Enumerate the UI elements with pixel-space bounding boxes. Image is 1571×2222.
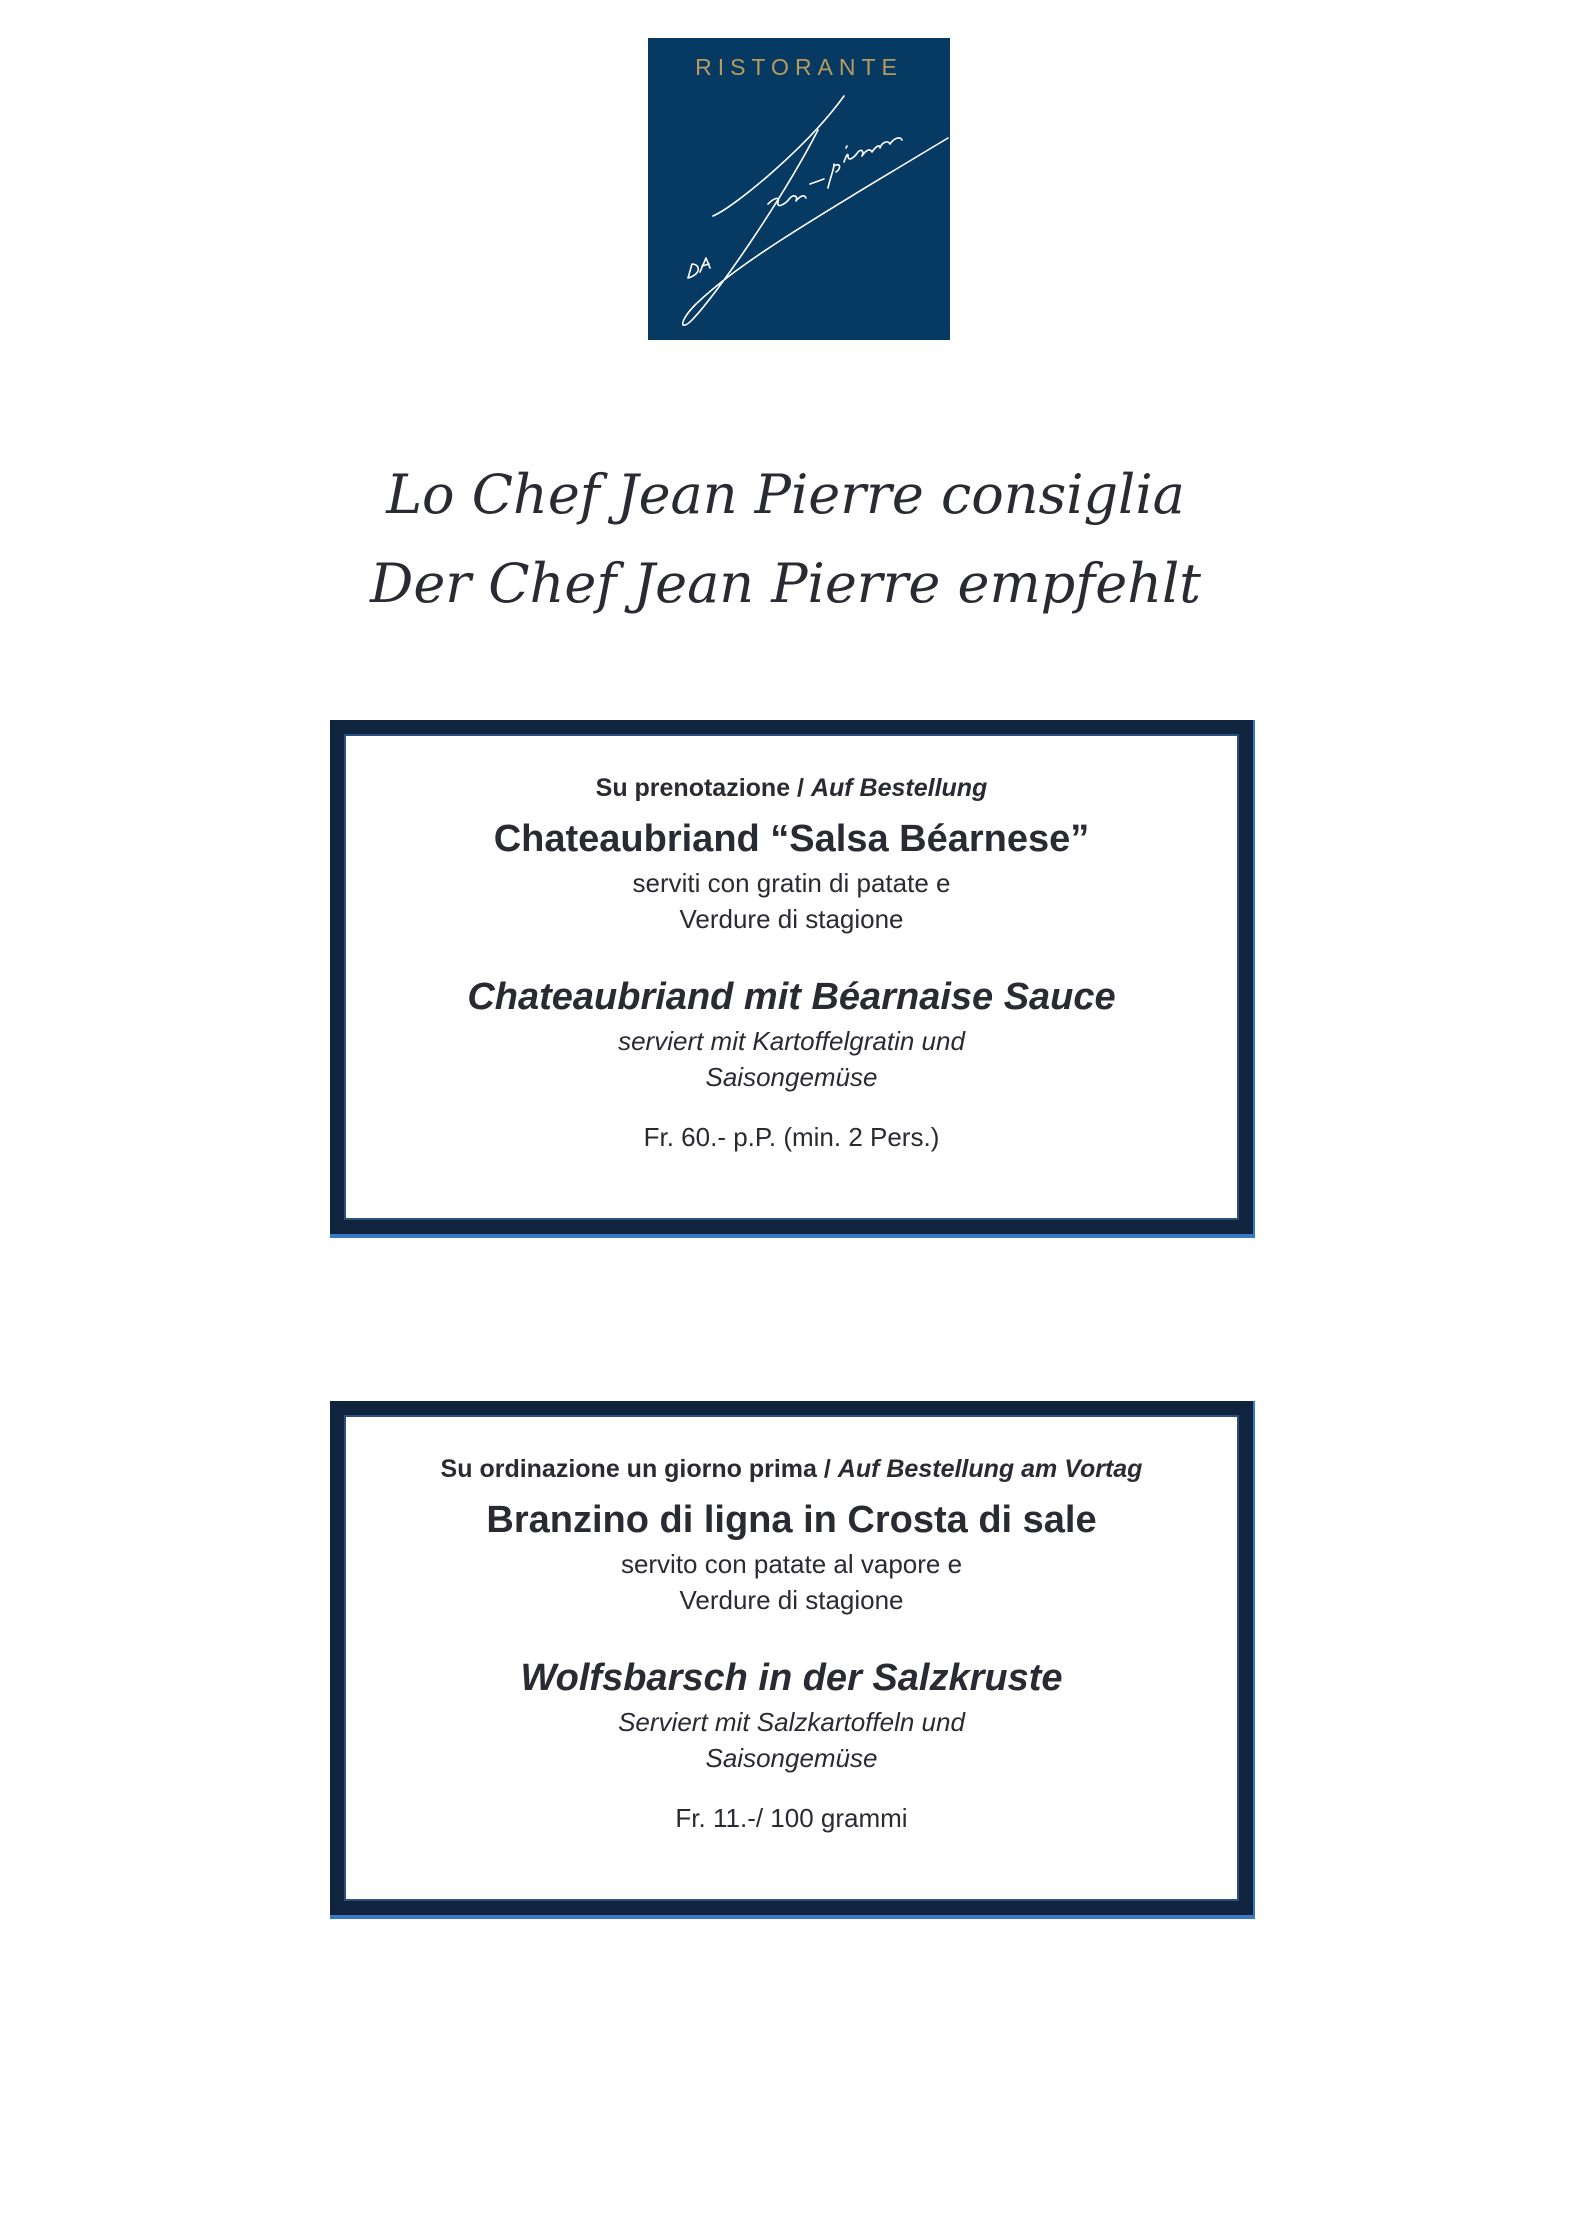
dish-title-it: Chateaubriand “Salsa Béarnese” (493, 818, 1090, 860)
offer-header (346, 774, 1237, 803)
dish-title-de: Chateaubriand mit Béarnaise Sauce (467, 976, 1116, 1018)
offer-header-de: Auf Bestellung am Vortag (837, 1455, 1143, 1483)
headline-italian: Lo Chef Jean Pierre consiglia (386, 463, 1185, 526)
dish-desc-it-line1: serviti con gratin di patate e (632, 868, 951, 898)
dish-desc-de-line2: Saisongemüse (705, 1743, 878, 1773)
dish-desc-it-line2: Verdure di stagione (679, 1585, 904, 1615)
logo-brand-text: RISTORANTE (695, 54, 903, 80)
offer-header-it: Su prenotazione / (595, 774, 811, 802)
dish-price: Fr. 60.- p.P. (min. 2 Pers.) (643, 1122, 940, 1152)
offer-box-branzino (330, 1401, 1255, 1919)
offer-box-inner (344, 1415, 1239, 1901)
dish-title-de: Wolfsbarsch in der Salzkruste (520, 1657, 1063, 1699)
offer-header (346, 1455, 1237, 1484)
offer-header-de: Auf Bestellung (810, 774, 988, 802)
dish-desc-de-line1: Serviert mit Salzkartoffeln und (618, 1707, 965, 1737)
offer-box-inner (344, 734, 1239, 1220)
dish-price: Fr. 11.-/ 100 grammi (675, 1803, 908, 1833)
offer-header-it: Su ordinazione un giorno prima / (440, 1455, 838, 1483)
signature-logo-graphic (648, 38, 950, 340)
dish-desc-it-line2: Verdure di stagione (679, 904, 904, 934)
restaurant-logo (648, 38, 950, 340)
offer-box-chateaubriand (330, 720, 1255, 1238)
headline-german: Der Chef Jean Pierre empfehlt (370, 552, 1201, 615)
dish-title-it: Branzino di ligna in Crosta di sale (486, 1499, 1097, 1541)
dish-desc-de-line1: serviert mit Kartoffelgratin und (618, 1026, 965, 1056)
dish-desc-de-line2: Saisongemüse (705, 1062, 878, 1092)
dish-desc-it-line1: servito con patate al vapore e (620, 1549, 963, 1579)
